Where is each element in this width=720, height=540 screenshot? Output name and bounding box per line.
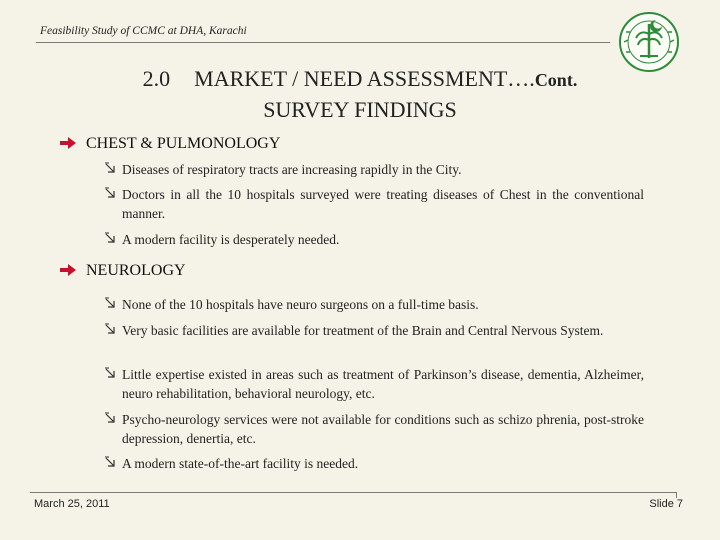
slide-title <box>0 64 720 124</box>
section-title: NEUROLOGY <box>86 262 186 279</box>
title-number: 2.0 <box>142 66 171 91</box>
list-item <box>104 365 644 403</box>
header-text: Feasibility Study of CCMC at DHA, Karachi <box>40 25 247 37</box>
list-item <box>104 321 644 340</box>
bullet-text: Little expertise existed in areas such as treatment of Parkinson’s disease, dementia, Alzheimer, neuro rehabilitation, behavioral neurology, etc. <box>122 367 644 401</box>
bullet-text: Diseases of respiratory tracts are increasing rapidly in the City. <box>122 162 462 177</box>
list-item <box>104 230 644 249</box>
arrow-down-right-icon <box>104 231 118 245</box>
list-item <box>104 160 644 179</box>
bullet-text: Very basic facilities are available for treatment of the Brain and Central Nervous System. <box>122 323 604 338</box>
section-title: CHEST & PULMONOLOGY <box>86 135 281 152</box>
list-item <box>104 454 644 473</box>
arrow-down-right-icon <box>104 161 118 175</box>
title-line-1 <box>0 64 720 95</box>
arrow-down-right-icon <box>104 366 118 380</box>
slide-number: Slide 7 <box>649 498 683 510</box>
bullet-text: A modern facility is desperately needed. <box>122 232 340 247</box>
arrow-down-right-icon <box>104 322 118 336</box>
bullet-text: Psycho-neurology services were not available for conditions such as schizo phrenia, post-stroke depression, denertia, etc. <box>122 412 644 446</box>
red-arrow-icon <box>58 264 78 276</box>
arrow-down-right-icon <box>104 411 118 425</box>
title-main: MARKET / NEED ASSESSMENT…. <box>194 66 535 91</box>
section-heading-chest <box>58 135 280 153</box>
header-divider <box>36 42 610 43</box>
title-subtitle: SURVEY FINDINGS <box>263 97 457 122</box>
bullet-text: None of the 10 hospitals have neuro surgeons on a full-time basis. <box>122 297 479 312</box>
list-item <box>104 295 644 314</box>
list-item <box>104 185 644 223</box>
title-cont: Cont. <box>534 70 578 90</box>
footer-divider <box>30 492 676 493</box>
arrow-down-right-icon <box>104 186 118 200</box>
arrow-down-right-icon <box>104 296 118 310</box>
bullet-text: Doctors in all the 10 hospitals surveyed were treating diseases of Chest in the conventional manner. <box>122 187 644 221</box>
bullet-text: A modern state-of-the-art facility is needed. <box>122 456 359 471</box>
section-heading-neurology <box>58 262 186 280</box>
footer-date: March 25, 2011 <box>34 498 110 510</box>
arrow-down-right-icon <box>104 455 118 469</box>
red-arrow-icon <box>58 137 78 149</box>
list-item <box>104 410 644 448</box>
